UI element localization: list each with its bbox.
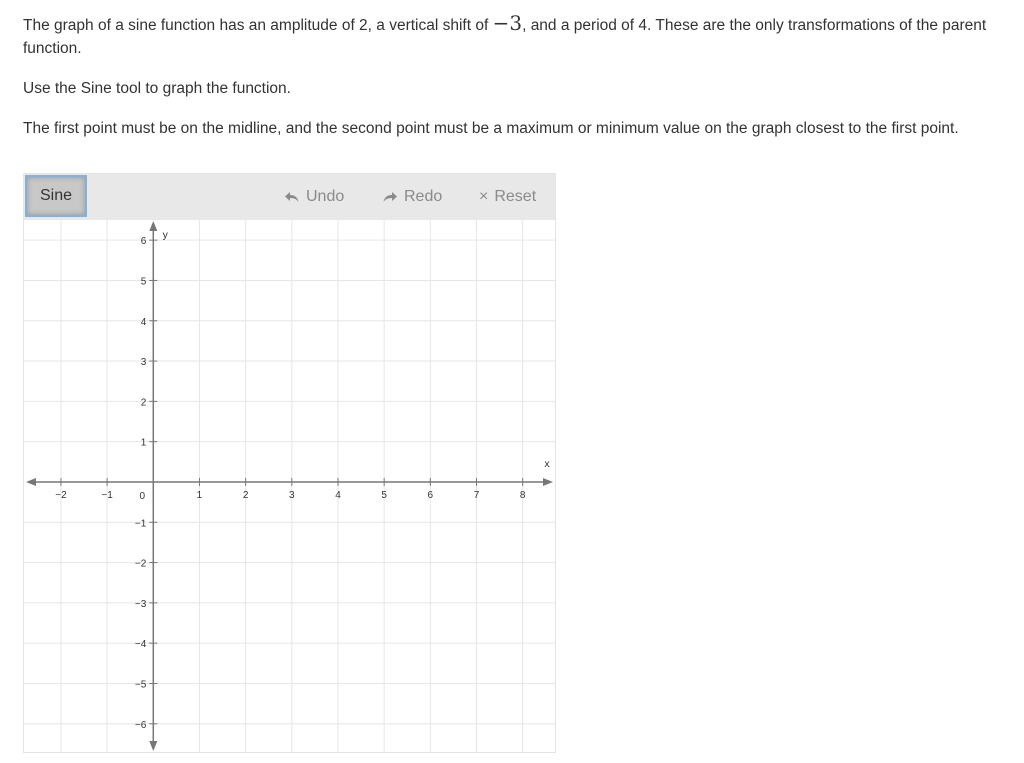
x-tick-label: 6 <box>427 489 434 501</box>
question-text-3: The first point must be on the midline, and the second point must be a maximum or minimum value on the graph closest to the first point. <box>23 120 959 137</box>
undo-icon <box>284 191 300 203</box>
y-tick-label: −5 <box>134 679 147 691</box>
origin-label: 0 <box>139 490 146 502</box>
y-tick-label: −6 <box>134 719 147 731</box>
y-tick-label: 3 <box>140 357 147 369</box>
close-icon: × <box>479 188 489 205</box>
x-tick-label: 2 <box>242 489 249 501</box>
x-tick-label: 4 <box>335 489 341 501</box>
undo-button[interactable] <box>284 188 344 206</box>
x-tick-label: 1 <box>196 489 203 501</box>
x-axis-right-arrow <box>543 478 553 486</box>
y-tick-label: −3 <box>134 598 147 610</box>
redo-icon <box>382 191 398 203</box>
reset-label: Reset <box>494 188 537 205</box>
y-tick-label: 6 <box>140 236 147 248</box>
y-axis-label: y <box>162 229 168 241</box>
y-tick-label: 1 <box>140 437 147 449</box>
sine-tool-button[interactable] <box>25 175 87 217</box>
question-text-2: Use the Sine tool to graph the function. <box>23 80 291 97</box>
x-tick-label: 8 <box>519 489 526 501</box>
x-tick-label: 3 <box>289 489 295 501</box>
question-text-1a: The graph of a sine function has an amplitude of 2, a vertical shift of <box>23 17 493 34</box>
undo-label: Undo <box>306 188 345 205</box>
x-tick-label: −1 <box>101 489 113 501</box>
y-tick-label: −1 <box>134 518 147 530</box>
y-tick-label: 4 <box>140 316 147 328</box>
y-axis-down-arrow <box>149 741 157 751</box>
y-tick-label: −4 <box>134 639 147 651</box>
x-axis-label: x <box>544 457 550 470</box>
coordinate-plane[interactable] <box>24 220 555 752</box>
question-text-1b: , and a period of 4. These are the only transformations of the parent function. <box>23 17 987 57</box>
y-axis-up-arrow <box>149 221 157 231</box>
sine-tool-label: Sine <box>39 187 73 204</box>
y-tick-label: 5 <box>140 276 147 288</box>
graph-toolbar <box>24 174 555 220</box>
graphing-widget <box>23 173 556 753</box>
reset-button[interactable] <box>479 188 536 206</box>
y-tick-label: −2 <box>134 558 147 570</box>
question-text-1 <box>23 11 1008 60</box>
x-tick-label: −2 <box>55 489 67 501</box>
y-tick-label: 2 <box>140 397 147 409</box>
x-tick-label: 5 <box>381 489 387 501</box>
vertical-shift-value: −3 <box>492 11 523 35</box>
x-tick-label: 7 <box>473 489 480 501</box>
x-axis-left-arrow <box>26 478 36 486</box>
redo-label: Redo <box>404 188 443 205</box>
redo-button[interactable] <box>382 188 442 206</box>
